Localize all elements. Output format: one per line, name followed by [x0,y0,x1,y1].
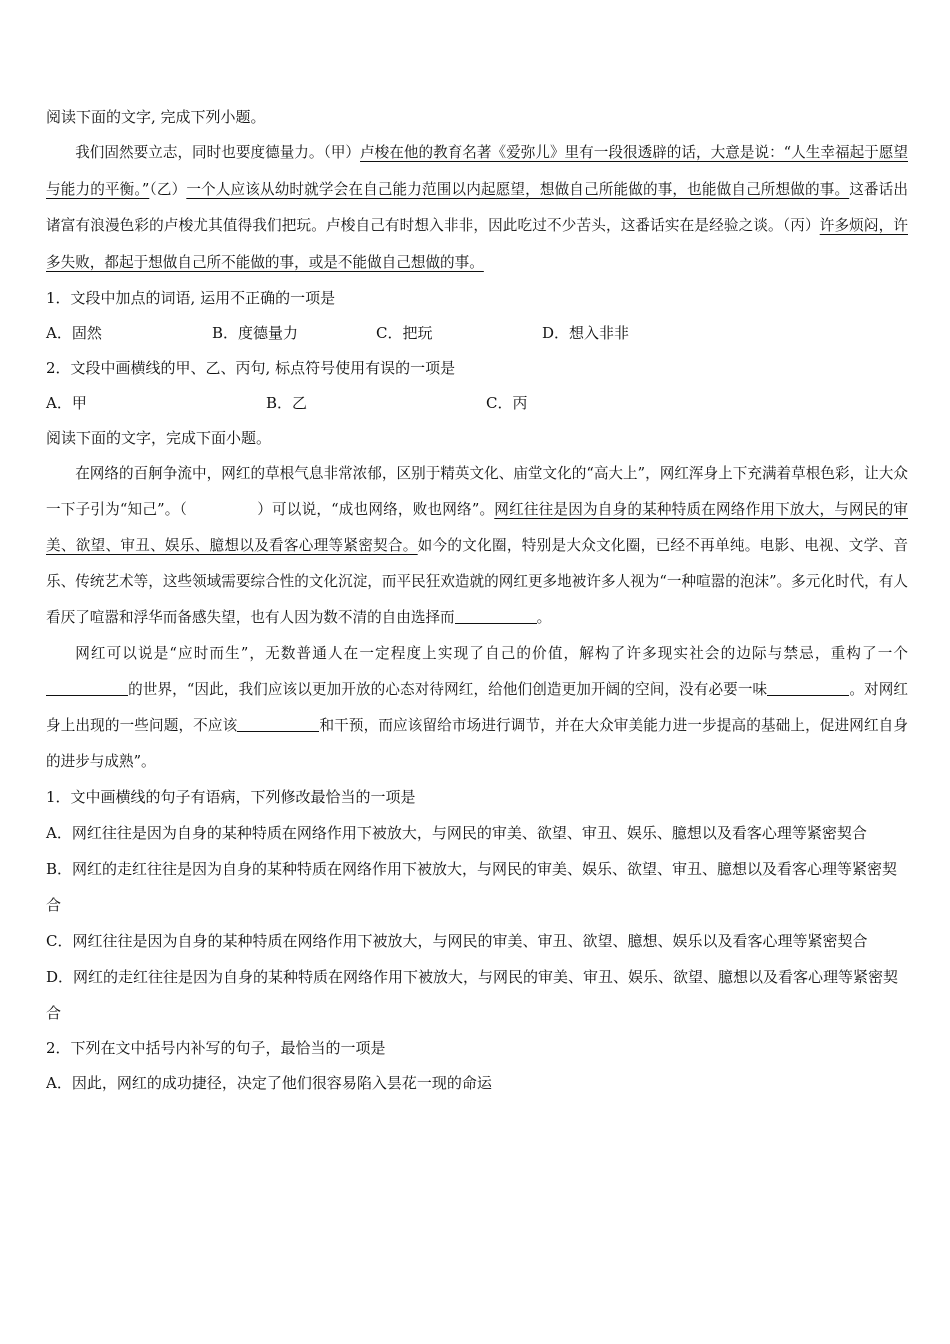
option-a: A．固然 [46,324,102,342]
question1-options [46,316,908,351]
question1-stem: 1．文段中加点的词语, 运用不正确的一项是 [46,289,336,307]
passage2-text-3: 如今的文化圈，特别是大众文化圈，已经不再单纯。电影、电视、文学、音乐、传统艺术等，这些领域需要综合性的文化沉淀，而平民狂欢造就的网红更多地被许多人视为“一种喧嚣的泡沫”。多元化时代，有人看厌了喧嚣和浮华而备感失望，也有人因为数不清的自由选择而 [46,537,908,626]
underlined-sentence: 网红往往是因为自身的某种特质在网络作用下放大，与网民的审美、欲望、审丑、娱乐、臆想以及看客心理等紧密契合。 [46,501,908,554]
fill-blank [237,713,319,732]
passage2-text-5: 网红可以说是“应时而生”，无数普通人在一定程度上实现了自己的价值，解构了许多现实社会的边际与禁忌，重构了一个 [75,645,908,662]
section1-intro: 阅读下面的文字, 完成下列小题。 [46,108,266,126]
question2-options [46,386,908,421]
passage2-text-2: ）可以说，“成也网络，败也网络”。 [257,501,495,518]
sentence-bing: 许多烦闷，许多失败，都起于想做自己所不能做的事，或是不能做自己想做的事。 [46,217,908,271]
passage1-text-2: （乙） [149,180,187,198]
option-b: B．网红的走红往往是因为自身的某种特质在网络作用下被放大，与网民的审美、娱乐、欲望、审丑、臆想以及看客心理等紧密契合 [46,860,898,914]
question4-stem: 2．下列在文中括号内补写的句子，最恰当的一项是 [46,1039,386,1057]
document-page [46,100,908,1101]
passage1-text-3: 这番话出诸富有浪漫色彩的卢梭尤其值得我们把玩。卢梭自己有时想入非非，因此吃过不少苦头，这番话实在是经验之谈。（丙） [46,180,908,234]
option-c: C．网红往往是因为自身的某种特质在网络作用下被放大，与网民的审美、审丑、欲望、臆想、娱乐以及看客心理等紧密契合 [46,932,868,950]
option-b: B．度德量力 [212,324,299,342]
option-d: D．网红的走红往往是因为自身的某种特质在网络作用下被放大，与网民的审美、审丑、娱乐、欲望、臆想以及看客心理等紧密契合 [46,968,899,1022]
fill-blank [455,605,537,624]
passage2-text-6: 的世界，“因此，我们应该以更加开放的心态对待网红，给他们创造更加开阔的空间，没有必要一味 [128,681,768,698]
passage1-text-1: 我们固然要立志，同时也要度德量力。（甲） [75,144,361,161]
option-c: C．丙 [486,394,528,412]
passage2-text-4: 。 [536,609,552,626]
passage2-text-7: 。对网红身上出现的一些问题，不应该 [46,681,908,734]
question2-stem: 2．文段中画横线的甲、乙、丙句, 标点符号使用有误的一项是 [46,359,456,377]
option-d: D．想入非非 [542,324,630,342]
section2-passage-paragraph1 [46,456,908,636]
passage2-text-1: 在网络的百舸争流中，网红的草根气息非常浓郁，区别于精英文化、庙堂文化的“高大上”，网红浑身上下充满着草根色彩，让大众一下子引为“知己”。（ [46,465,908,518]
option-a: A．网红往往是因为自身的某种特质在网络作用下被放大，与网民的审美、欲望、审丑、娱乐、臆想以及看客心理等紧密契合 [46,824,867,842]
fill-blank [767,677,849,696]
question3-stem: 1．文中画横线的句子有语病，下列修改最恰当的一项是 [46,788,416,806]
sentence-jia: 卢梭在他的教育名著《爱弥儿》里有一段很透辟的话，大意是说：“人生幸福起于愿望与能力的平衡。” [46,144,908,198]
option-a: A．甲 [46,394,87,412]
passage2-text-8: 和干预，而应该留给市场进行调节，并在大众审美能力进一步提高的基础上，促进网红自身的进步与成熟”。 [46,717,908,770]
option-a: A．因此，网红的成功捷径，决定了他们很容易陷入昙花一现的命运 [46,1074,492,1092]
section1-passage [46,135,908,281]
section2-intro: 阅读下面的文字，完成下面小题。 [46,429,272,447]
option-c: C．把玩 [376,324,433,342]
option-b: B．乙 [266,394,308,412]
sentence-yi: 一个人应该从幼时就学会在自己能力范围以内起愿望，想做自己所能做的事，也能做自己所想做的事。 [186,180,850,198]
fill-blank [46,677,128,696]
section2-passage-paragraph2 [46,636,908,780]
